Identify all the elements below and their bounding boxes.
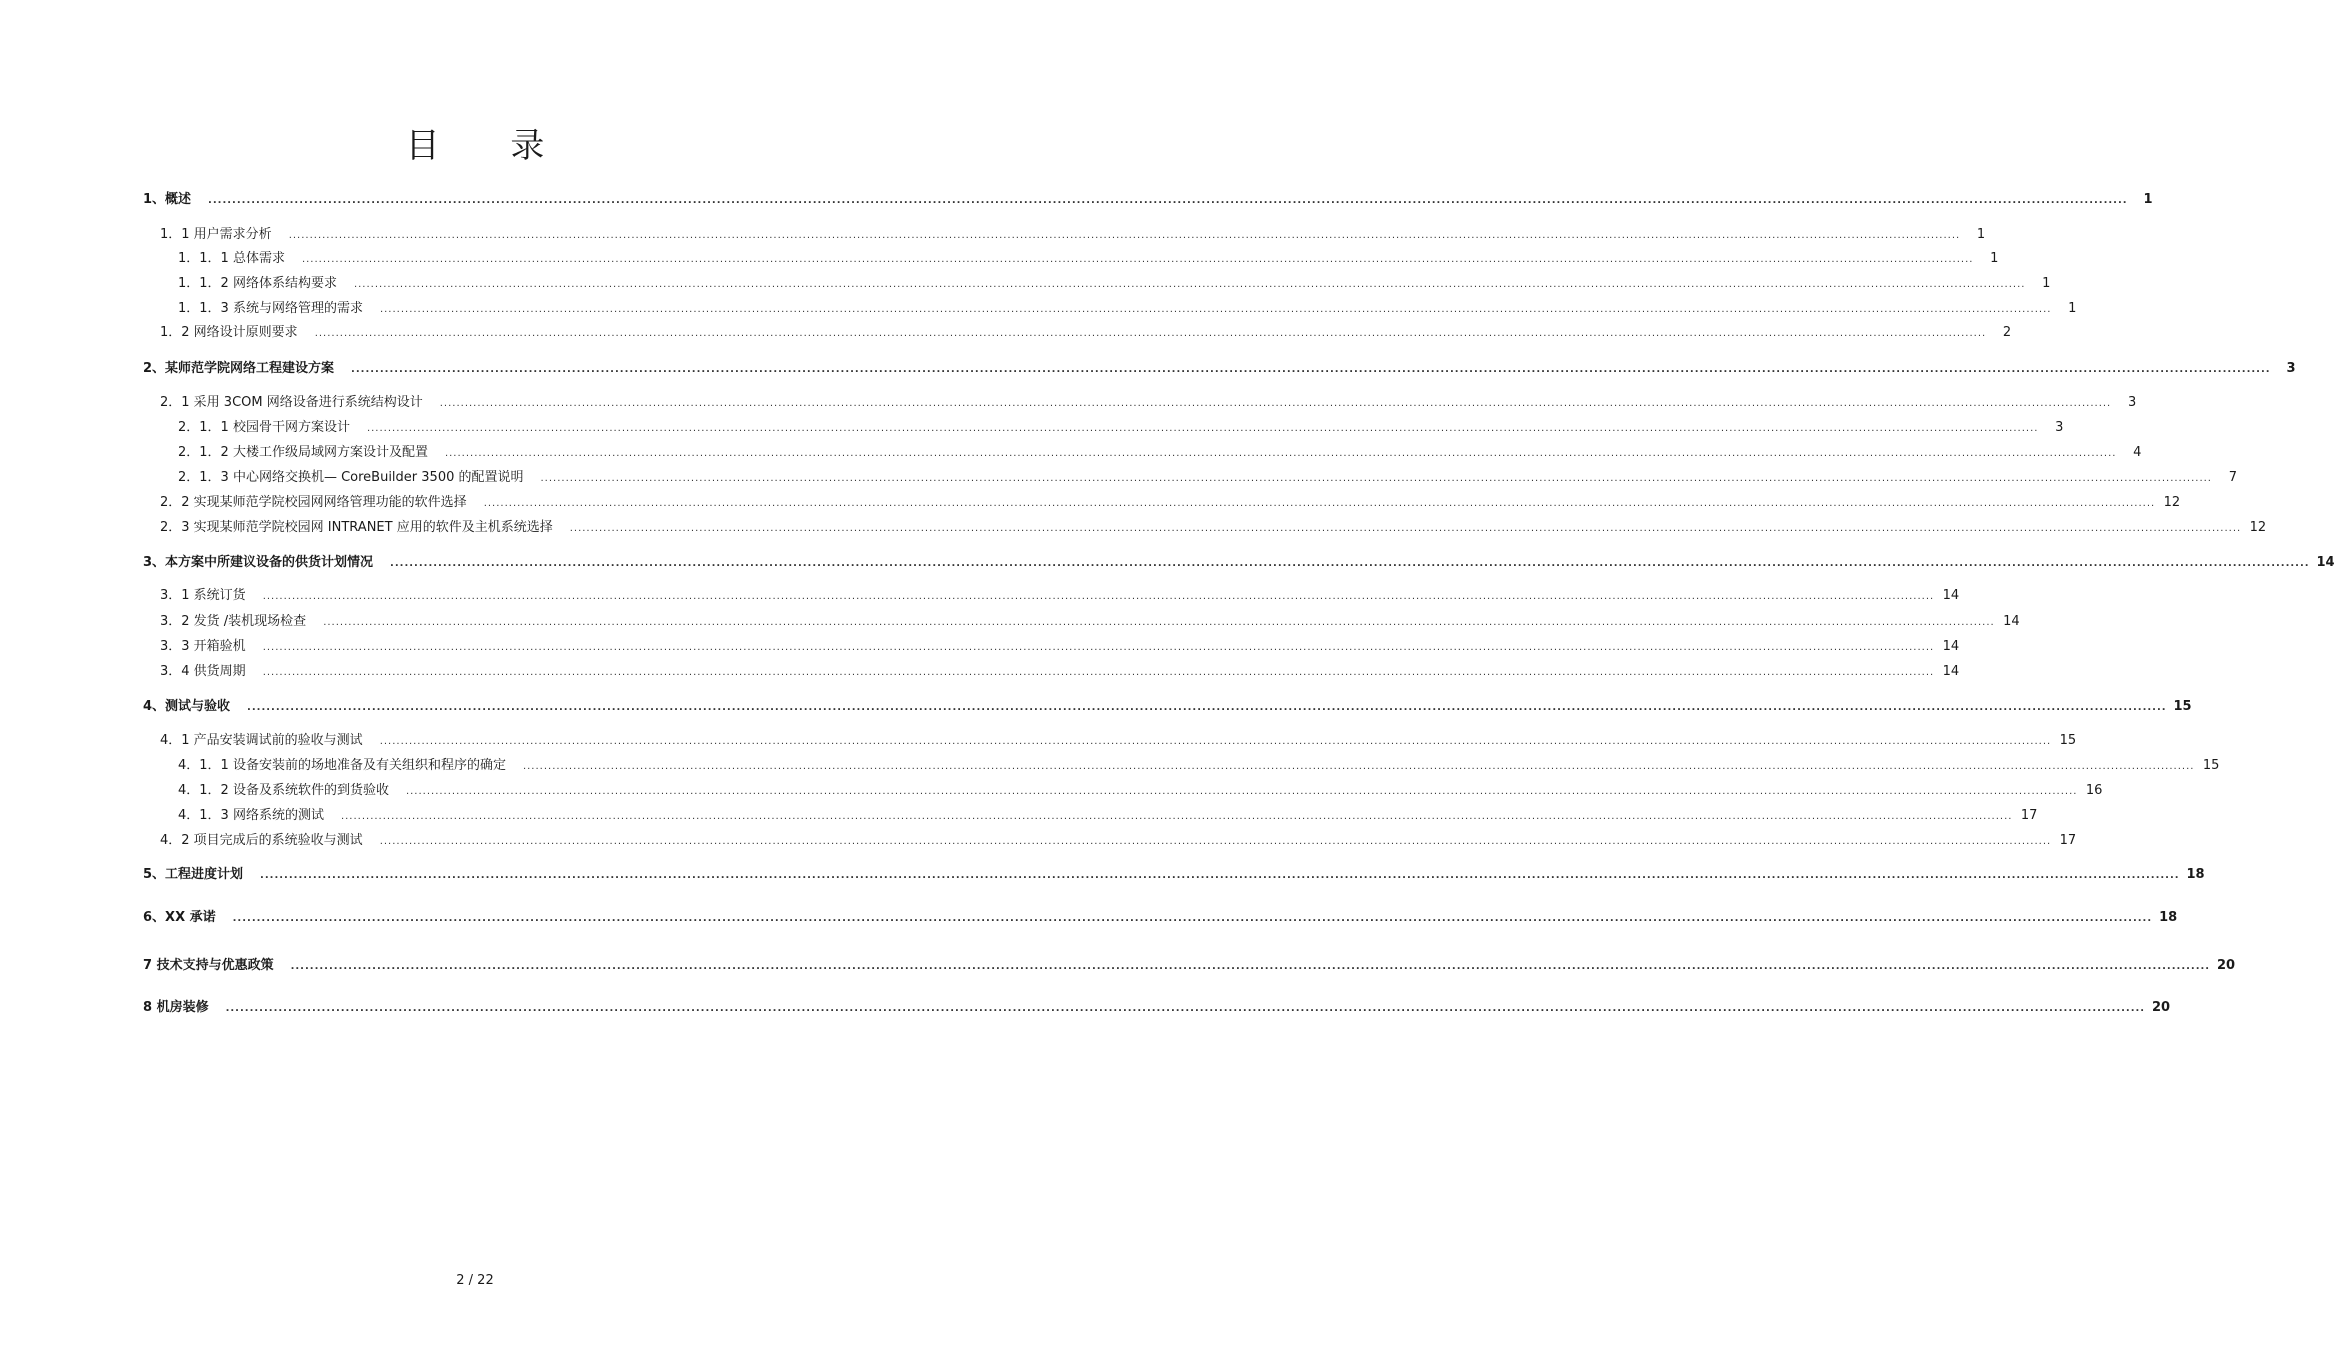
toc-entry[interactable] [178,804,2038,823]
toc-entry-label: 1．1．2 网络体系结构要求 [178,276,337,291]
toc-entry-label: 2．2 实现某师范学院校园网网络管理功能的软件选择 [160,495,467,510]
toc-entry[interactable] [143,551,2335,570]
toc-leader-dots: ................................................................................................................................................................................................................................................................................................................................................................................................................ [290,961,2211,972]
toc-entry[interactable] [160,635,1960,654]
toc-entry-label: 3．3 开箱验机 [160,639,246,654]
toc-leader-dots: ................................................................................................................................................................................................................................................................................................................................................................................................................ [540,473,2212,484]
toc-entry-page: 15 [2059,733,2077,748]
toc-entry-label: 3．4 供货周期 [160,664,246,679]
toc-entry-page: 16 [2085,783,2103,798]
toc-leader-dots: ................................................................................................................................................................................................................................................................................................................................................................................................................ [390,558,2310,569]
toc-entry[interactable] [160,584,1960,603]
toc-entry-label: 1、概述 [143,192,192,207]
toc-leader-dots: ................................................................................................................................................................................................................................................................................................................................................................................................................ [444,448,2117,459]
toc-leader-dots: ................................................................................................................................................................................................................................................................................................................................................................................................................ [247,702,2167,713]
toc-leader-dots: ................................................................................................................................................................................................................................................................................................................................................................................................................ [340,811,2013,822]
toc-entry-page: 1 [2042,276,2051,291]
toc-entry-label: 6、XX 承诺 [143,910,216,925]
toc-entry-label: 2、某师范学院网络工程建设方案 [143,361,335,376]
toc-leader-dots: ................................................................................................................................................................................................................................................................................................................................................................................................................ [301,254,1974,265]
toc-entry-page: 15 [2202,758,2220,773]
toc-entry[interactable] [143,863,2205,882]
toc-entry-page: 15 [2173,699,2192,714]
toc-entry-page: 1 [1990,251,1999,266]
toc-leader-dots: ................................................................................................................................................................................................................................................................................................................................................................................................................ [405,786,2078,797]
toc-entry-page: 2 [2002,325,2012,340]
toc-entry[interactable] [160,660,1960,679]
toc-entry[interactable] [143,954,2236,973]
toc-entry-label: 3、本方案中所建议设备的供货计划情况 [143,555,374,570]
toc-entry-page: 18 [2159,910,2178,925]
toc-leader-dots: ................................................................................................................................................................................................................................................................................................................................................................................................................ [379,304,2052,315]
toc-entry-label: 1．2 网络设计原则要求 [160,325,298,340]
toc-entry-label: 1．1．3 系统与网络管理的需求 [178,301,363,316]
toc-entry-page: 1 [1976,227,1986,242]
toc-entry[interactable] [160,516,2267,535]
toc-entry[interactable] [160,491,2181,510]
toc-entry-page: 7 [2228,470,2237,485]
toc-leader-dots: ................................................................................................................................................................................................................................................................................................................................................................................................................ [323,617,1995,628]
toc-entry-label: 2．1．2 大楼工作级局域网方案设计及配置 [178,445,428,460]
toc-leader-dots: ................................................................................................................................................................................................................................................................................................................................................................................................................ [260,870,2180,881]
toc-entry-label: 3．1 系统订货 [160,588,246,603]
toc-entry-label: 2．1．1 校园骨干网方案设计 [178,420,350,435]
toc-entry[interactable] [178,416,2064,435]
toc-leader-dots: ................................................................................................................................................................................................................................................................................................................................................................................................................ [208,195,2128,206]
toc-entry[interactable] [178,466,2237,485]
toc-entry-label: 2．1 采用 3COM 网络设备进行系统结构设计 [160,395,423,410]
toc-entry-label: 3．2 发货 /装机现场检查 [160,614,307,629]
toc-entry-label: 2．1．3 中心网络交换机— CoreBuilder 3500 的配置说明 [178,470,524,485]
toc-leader-dots: ................................................................................................................................................................................................................................................................................................................................................................................................................ [314,328,1987,339]
toc-leader-dots: ................................................................................................................................................................................................................................................................................................................................................................................................................ [262,642,1935,653]
toc-leader-dots: ................................................................................................................................................................................................................................................................................................................................................................................................................ [439,398,2112,409]
toc-entry[interactable] [160,223,1986,242]
toc-entry-label: 7 技术支持与优惠政策 [143,958,274,973]
toc-entry-page: 4 [2133,445,2142,460]
toc-entry-page: 17 [2059,833,2077,848]
toc-entry[interactable] [160,610,2020,629]
toc-entry-label: 4．1．2 设备及系统软件的到货验收 [178,783,389,798]
toc-entry-page: 1 [2143,192,2153,207]
toc-entry-page: 14 [1942,664,1960,679]
toc-leader-dots: ................................................................................................................................................................................................................................................................................................................................................................................................................ [366,423,2039,434]
toc-entry-page: 12 [2249,520,2267,535]
page-title: 目 录 [405,126,575,166]
toc-entry[interactable] [143,996,2171,1015]
toc-entry[interactable] [178,297,2077,316]
toc-entry[interactable] [178,754,2220,773]
toc-entry-page: 14 [1942,588,1960,603]
toc-leader-dots: ................................................................................................................................................................................................................................................................................................................................................................................................................ [232,913,2153,924]
toc-entry-page: 3 [2055,420,2064,435]
toc-entry-page: 14 [2316,555,2335,570]
toc-entry-page: 3 [2286,361,2296,376]
toc-entry-label: 4．1．1 设备安装前的场地准备及有关组织和程序的确定 [178,758,506,773]
toc-entry-label: 4．1 产品安装调试前的验收与测试 [160,733,363,748]
toc-leader-dots: ................................................................................................................................................................................................................................................................................................................................................................................................................ [483,498,2156,509]
toc-entry-page: 3 [2127,395,2137,410]
page-number: 2 / 22 [456,1273,494,1288]
toc-entry-page: 14 [1942,639,1960,654]
toc-leader-dots: ................................................................................................................................................................................................................................................................................................................................................................................................................ [288,230,1961,241]
toc-leader-dots: ................................................................................................................................................................................................................................................................................................................................................................................................................ [262,667,1935,678]
toc-leader-dots: ................................................................................................................................................................................................................................................................................................................................................................................................................ [522,761,2195,772]
toc-leader-dots: ................................................................................................................................................................................................................................................................................................................................................................................................................ [379,736,2052,747]
toc-leader-dots: ................................................................................................................................................................................................................................................................................................................................................................................................................ [353,279,2026,290]
toc-entry[interactable] [143,188,2153,207]
toc-entry-label: 4．1．3 网络系统的测试 [178,808,324,823]
toc-leader-dots: ................................................................................................................................................................................................................................................................................................................................................................................................................ [379,836,2052,847]
toc-leader-dots: ................................................................................................................................................................................................................................................................................................................................................................................................................ [262,591,1935,602]
toc-entry-page: 14 [2003,614,2020,629]
toc-entry-label: 4．2 项目完成后的系统验收与测试 [160,833,363,848]
toc-entry[interactable] [160,729,2077,748]
toc-entry[interactable] [178,247,1999,266]
toc-entry-label: 4、测试与验收 [143,699,231,714]
toc-entry-label: 5、工程进度计划 [143,867,244,882]
toc-entry[interactable] [143,357,2296,376]
toc-entry-page: 18 [2186,867,2205,882]
toc-entry[interactable] [178,779,2103,798]
toc-entry[interactable] [160,321,2012,340]
toc-entry-page: 20 [2152,1000,2171,1015]
toc-entry[interactable] [178,272,2051,291]
toc-entry-page: 12 [2163,495,2181,510]
toc-entry-label: 1．1 用户需求分析 [160,227,272,242]
toc-entry-page: 17 [2020,808,2038,823]
toc-entry-page: 20 [2217,958,2236,973]
toc-entry[interactable] [160,829,2077,848]
toc-leader-dots: ................................................................................................................................................................................................................................................................................................................................................................................................................ [351,364,2271,375]
toc-leader-dots: ................................................................................................................................................................................................................................................................................................................................................................................................................ [225,1003,2146,1014]
toc-entry[interactable] [143,906,2178,925]
toc-entry-label: 8 机房装修 [143,1000,209,1015]
toc-entry[interactable] [178,441,2142,460]
toc-entry[interactable] [143,695,2192,714]
toc-leader-dots: ................................................................................................................................................................................................................................................................................................................................................................................................................ [569,523,2242,534]
toc-entry-page: 1 [2068,301,2077,316]
toc-entry-label: 1．1．1 总体需求 [178,251,285,266]
toc-entry[interactable] [160,391,2137,410]
toc-entry-label: 2．3 实现某师范学院校园网 INTRANET 应用的软件及主机系统选择 [160,520,553,535]
